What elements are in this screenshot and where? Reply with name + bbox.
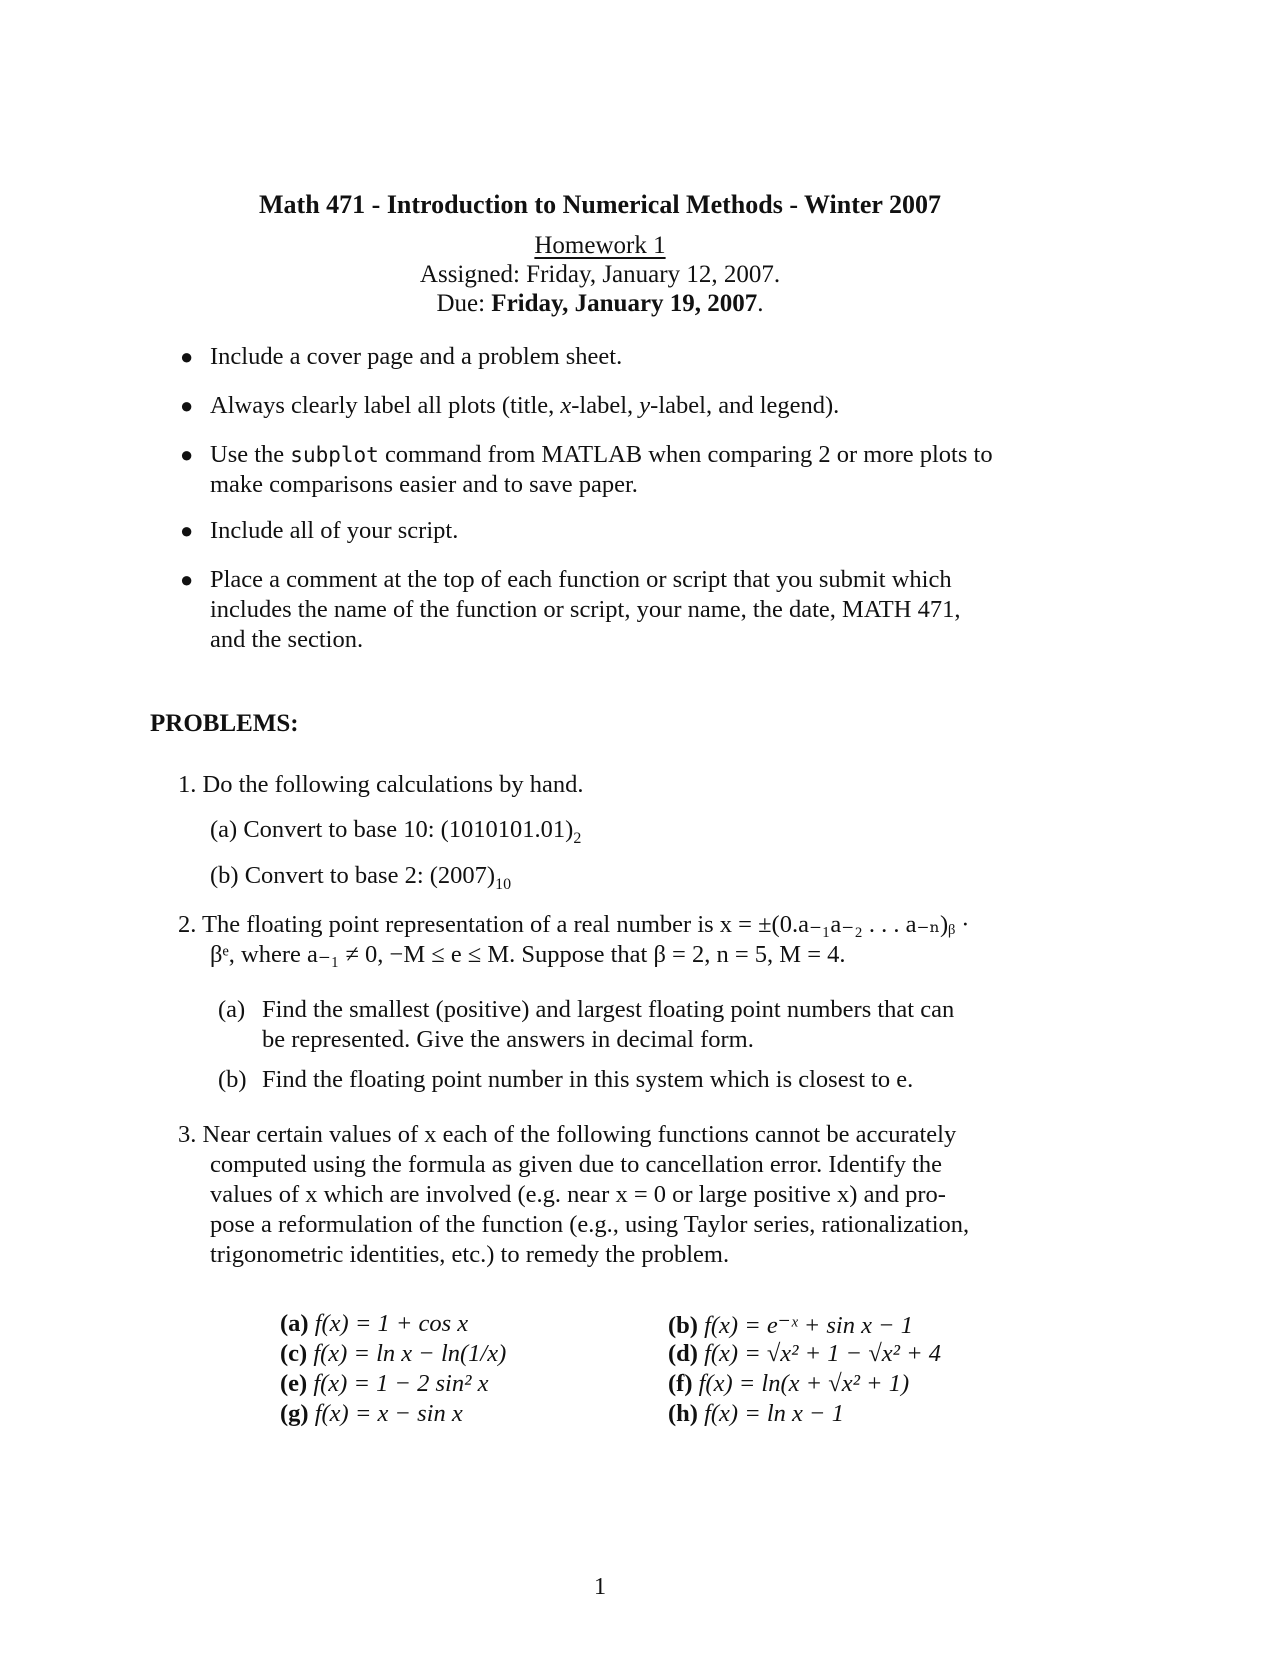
function-label: (a) [280,1310,309,1337]
math-x: x [560,392,572,419]
problem-line: 2. The floating point representation of a real number is x = ±(0.a₋₁a₋₂ . . . a₋ₙ)ᵦ · [178,911,970,938]
bullet-line [210,440,1060,470]
problem-line: Find the smallest (positive) and largest floating point numbers that can [262,996,955,1023]
math-y: y [639,392,651,419]
bullet-text: -label, and legend). [650,392,840,419]
function-label: (h) [668,1400,698,1427]
bullet-line: and the section. [210,626,364,653]
document-title: Math 471 - Introduction to Numerical Methods - Winter 2007 [259,190,941,219]
function-expr: f(x) = ln x − ln(1/x) [313,1340,507,1367]
function-item-a [280,1310,468,1338]
due-end: . [757,290,764,317]
function-item-d [668,1340,941,1368]
bullet-text: command from MATLAB when comparing 2 or more plots to [378,441,993,468]
problem-line: pose a reformulation of the function (e.g., using Taylor series, rationalization, [210,1211,970,1238]
function-expr: f(x) = 1 + cos x [314,1310,469,1337]
function-label: (f) [668,1370,693,1397]
bullet-subplot [210,440,1060,500]
problems-heading: PROBLEMS: [150,710,299,737]
problem-line: values of x which are involved (e.g. near x = 0 or large positive x) and pro- [210,1181,946,1208]
problem-2b: Find the floating point number in this system which is closest to e. [262,1066,914,1093]
problem-line: computed using the formula as given due to cancellation error. Identify the [210,1151,943,1178]
problem-line: βᵉ, where a₋₁ ≠ 0, −M ≤ e ≤ M. Suppose that β = 2, n = 5, M = 4. [210,941,846,968]
assigned-date: Assigned: Friday, January 12, 2007. [419,261,781,288]
bullet-dot: ● [180,442,194,467]
function-expr: f(x) = √x² + 1 − √x² + 4 [704,1340,942,1367]
function-expr: f(x) = 1 − 2 sin² x [313,1370,489,1397]
bullet-text: Use the [210,441,291,468]
due-date: Friday, January 19, 2007 [491,290,758,317]
due-date-line [0,290,1200,318]
problem-2a-label: (a) [218,996,246,1023]
problem-text: (b) Convert to base 2: (2007) [210,862,496,889]
bullet-label-plots [210,391,839,421]
function-item-c [280,1340,506,1368]
function-label: (e) [280,1370,308,1397]
bullet-dot: ● [180,393,194,418]
function-expr: f(x) = ln x − 1 [704,1400,844,1427]
problem-2a [262,995,1052,1055]
problem-2 [178,910,1048,970]
problem-1a [210,815,581,854]
subscript: 2 [573,829,582,847]
function-label: (g) [280,1400,309,1427]
function-expr: f(x) = x − sin x [314,1400,463,1427]
function-item-h [668,1400,844,1428]
function-item-g [280,1400,463,1428]
function-item-e [280,1370,488,1398]
bullet-dot: ● [180,567,194,592]
bullet-comment [210,565,1060,655]
function-expr: f(x) = ln(x + √x² + 1) [698,1370,910,1397]
homework-label: Homework 1 [534,232,666,259]
problem-1: 1. Do the following calculations by hand. [178,771,584,798]
function-item-b [668,1310,913,1340]
page-number: 1 [593,1573,607,1600]
problem-3 [178,1120,1058,1270]
homework-title [0,232,1200,260]
bullet-text: -label, [571,392,640,419]
problem-line: be represented. Give the answers in decimal form. [262,1026,754,1053]
function-expr: f(x) = e⁻ˣ + sin x − 1 [704,1312,913,1339]
problem-line: 3. Near certain values of x each of the following functions cannot be accurately [178,1121,957,1148]
problem-2b-label: (b) [218,1066,247,1093]
bullet-line: make comparisons easier and to save paper. [210,471,638,498]
problem-1b [210,861,511,900]
bullet-text: Always clearly label all plots (title, [210,392,561,419]
bullet-line: Place a comment at the top of each function or script that you submit which [210,566,952,593]
bullet-line: includes the name of the function or script, your name, the date, MATH 471, [210,596,961,623]
bullet-dot: ● [180,518,194,543]
bullet-cover-page: Include a cover page and a problem sheet. [210,343,623,370]
function-label: (c) [280,1340,308,1367]
bullet-script: Include all of your script. [210,517,459,544]
problem-line: trigonometric identities, etc.) to remedy the problem. [210,1241,730,1268]
code-subplot: subplot [290,443,379,467]
function-item-f [668,1370,909,1398]
due-label: Due: [436,290,492,317]
problem-text: (a) Convert to base 10: (1010101.01) [210,816,574,843]
function-label: (b) [668,1312,698,1339]
subscript: 10 [495,875,512,893]
function-label: (d) [668,1340,698,1367]
bullet-dot: ● [180,344,194,369]
